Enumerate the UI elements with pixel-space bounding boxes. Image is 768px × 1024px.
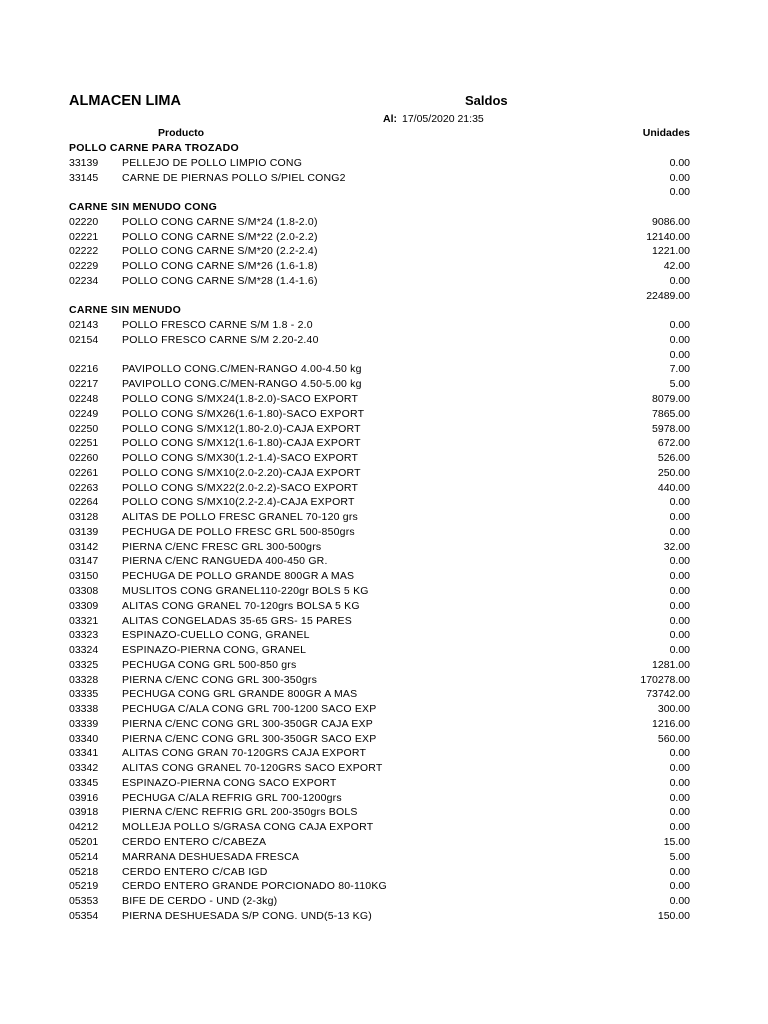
subtotal-row — [0, 185, 768, 200]
product-code: 03335 — [69, 688, 99, 701]
product-quantity: 7865.00 — [652, 407, 690, 420]
product-quantity: 300.00 — [657, 703, 690, 716]
product-code: 05219 — [69, 880, 99, 893]
product-code: 02221 — [69, 230, 99, 243]
product-quantity: 0.00 — [669, 821, 690, 834]
product-quantity: 0.00 — [669, 319, 690, 332]
product-description: MARRANA DESHUESADA FRESCA — [122, 850, 300, 863]
subtotal-quantity: 0.00 — [669, 186, 690, 199]
product-quantity: 1281.00 — [652, 658, 690, 671]
product-description: POLLO CONG S/MX10(2.0-2.20)-CAJA EXPORT — [122, 466, 361, 479]
product-description: ESPINAZO-CUELLO CONG, GRANEL — [122, 629, 310, 642]
product-description: POLLO CONG CARNE S/M*20 (2.2-2.4) — [122, 245, 318, 258]
product-code: 02251 — [69, 437, 99, 450]
product-code: 02217 — [69, 378, 99, 391]
product-quantity: 0.00 — [669, 629, 690, 642]
table-row — [0, 628, 768, 643]
product-description: POLLO CONG S/MX12(1.6-1.80)-CAJA EXPORT — [122, 437, 361, 450]
product-description: POLLO CONG CARNE S/M*26 (1.6-1.8) — [122, 260, 318, 273]
product-quantity: 440.00 — [657, 481, 690, 494]
group-name: CARNE SIN MENUDO — [69, 304, 182, 317]
product-code: 05353 — [69, 895, 99, 908]
product-description: BIFE DE CERDO - UND (2-3kg) — [122, 895, 278, 908]
product-description: PELLEJO DE POLLO LIMPIO CONG — [122, 156, 303, 169]
table-row — [0, 746, 768, 761]
product-description: PIERNA C/ENC CONG GRL 300-350GR CAJA EXP — [122, 717, 373, 730]
product-description: PIERNA C/ENC CONG GRL 300-350GR SACO EXP — [122, 732, 377, 745]
table-row — [0, 244, 768, 259]
product-quantity: 0.00 — [669, 776, 690, 789]
table-row — [0, 451, 768, 466]
date-label: Al: — [383, 113, 397, 125]
table-row — [0, 687, 768, 702]
table-row — [0, 820, 768, 835]
product-description: PECHUGA C/ALA CONG GRL 700-1200 SACO EXP — [122, 703, 377, 716]
subtotal-quantity: 0.00 — [669, 348, 690, 361]
product-code: 05201 — [69, 835, 99, 848]
product-description: ALITAS CONG GRANEL 70-120GRS SACO EXPORT — [122, 762, 383, 775]
table-row — [0, 436, 768, 451]
product-code: 03918 — [69, 806, 99, 819]
table-row — [0, 230, 768, 245]
product-code: 33145 — [69, 171, 99, 184]
product-code: 03308 — [69, 584, 99, 597]
product-code: 02216 — [69, 363, 99, 376]
table-row — [0, 791, 768, 806]
product-code: 05218 — [69, 865, 99, 878]
table-row — [0, 377, 768, 392]
product-description: POLLO CONG S/MX30(1.2-1.4)-SACO EXPORT — [122, 452, 359, 465]
product-quantity: 0.00 — [669, 555, 690, 568]
product-quantity: 1221.00 — [652, 245, 690, 258]
table-row — [0, 422, 768, 437]
table-row — [0, 599, 768, 614]
product-description: PECHUGA CONG GRL GRANDE 800GR A MAS — [122, 688, 358, 701]
product-quantity: 32.00 — [663, 540, 690, 553]
product-quantity: 0.00 — [669, 791, 690, 804]
table-row — [0, 259, 768, 274]
table-row — [0, 156, 768, 171]
table-row — [0, 274, 768, 289]
product-quantity: 0.00 — [669, 762, 690, 775]
product-code: 03341 — [69, 747, 99, 760]
table-row — [0, 407, 768, 422]
table-row — [0, 466, 768, 481]
product-description: ESPINAZO-PIERNA CONG SACO EXPORT — [122, 776, 337, 789]
product-description: PECHUGA CONG GRL 500-850 grs — [122, 658, 297, 671]
subtotal-row — [0, 348, 768, 363]
product-code: 03150 — [69, 570, 99, 583]
product-code: 02264 — [69, 496, 99, 509]
product-code: 03321 — [69, 614, 99, 627]
product-quantity: 12140.00 — [646, 230, 690, 243]
product-code: 03142 — [69, 540, 99, 553]
product-description: PAVIPOLLO CONG.C/MEN-RANGO 4.50-5.00 kg — [122, 378, 362, 391]
product-code: 04212 — [69, 821, 99, 834]
product-code: 03340 — [69, 732, 99, 745]
product-code: 03128 — [69, 511, 99, 524]
subtotal-quantity: 22489.00 — [646, 289, 690, 302]
column-header-unidades: Unidades — [642, 127, 690, 139]
table-row — [0, 362, 768, 377]
product-code: 03147 — [69, 555, 99, 568]
product-quantity: 0.00 — [669, 584, 690, 597]
product-code: 02222 — [69, 245, 99, 258]
product-code: 03339 — [69, 717, 99, 730]
product-quantity: 170278.00 — [640, 673, 690, 686]
table-row — [0, 584, 768, 599]
product-quantity: 0.00 — [669, 496, 690, 509]
table-row — [0, 879, 768, 894]
product-quantity: 0.00 — [669, 171, 690, 184]
table-row — [0, 850, 768, 865]
table-row — [0, 702, 768, 717]
product-description: POLLO CONG S/MX12(1.80-2.0)-CAJA EXPORT — [122, 422, 361, 435]
subtotal-row — [0, 289, 768, 304]
product-quantity: 1216.00 — [652, 717, 690, 730]
product-description: POLLO CONG S/MX24(1.8-2.0)-SACO EXPORT — [122, 393, 359, 406]
product-description: PIERNA C/ENC CONG GRL 300-350grs — [122, 673, 318, 686]
product-code: 03345 — [69, 776, 99, 789]
company-name: ALMACEN LIMA — [69, 93, 181, 109]
table-row — [0, 717, 768, 732]
product-description: POLLO CONG CARNE S/M*24 (1.8-2.0) — [122, 215, 318, 228]
product-quantity: 73742.00 — [646, 688, 690, 701]
product-quantity: 0.00 — [669, 880, 690, 893]
table-row — [0, 392, 768, 407]
table-row — [0, 569, 768, 584]
table-row — [0, 643, 768, 658]
date-value: 17/05/2020 21:35 — [402, 113, 484, 125]
table-row — [0, 673, 768, 688]
product-description: ESPINAZO-PIERNA CONG, GRANEL — [122, 644, 307, 657]
table-row — [0, 658, 768, 673]
product-description: PECHUGA DE POLLO GRANDE 800GR A MAS — [122, 570, 355, 583]
product-quantity: 5.00 — [669, 850, 690, 863]
product-code: 05354 — [69, 909, 99, 922]
report-title: Saldos — [465, 93, 508, 108]
product-description: PIERNA C/ENC RANGUEDA 400-450 GR. — [122, 555, 328, 568]
table-row — [0, 525, 768, 540]
table-row — [0, 215, 768, 230]
product-quantity: 0.00 — [669, 614, 690, 627]
product-code: 03324 — [69, 644, 99, 657]
group-name: CARNE SIN MENUDO CONG — [69, 201, 218, 214]
table-row — [0, 333, 768, 348]
table-row — [0, 171, 768, 186]
product-description: PAVIPOLLO CONG.C/MEN-RANGO 4.00-4.50 kg — [122, 363, 362, 376]
product-quantity: 0.00 — [669, 333, 690, 346]
product-quantity: 9086.00 — [652, 215, 690, 228]
product-quantity: 42.00 — [663, 260, 690, 273]
table-row — [0, 761, 768, 776]
product-code: 03342 — [69, 762, 99, 775]
product-quantity: 8079.00 — [652, 393, 690, 406]
product-code: 02250 — [69, 422, 99, 435]
product-description: ALITAS CONGELADAS 35-65 GRS- 15 PARES — [122, 614, 352, 627]
product-code: 02143 — [69, 319, 99, 332]
table-row — [0, 495, 768, 510]
product-code: 02234 — [69, 274, 99, 287]
product-description: MOLLEJA POLLO S/GRASA CONG CAJA EXPORT — [122, 821, 374, 834]
product-description: CARNE DE PIERNAS POLLO S/PIEL CONG2 — [122, 171, 346, 184]
product-quantity: 672.00 — [657, 437, 690, 450]
product-description: MUSLITOS CONG GRANEL110-220gr BOLS 5 KG — [122, 584, 369, 597]
product-quantity: 0.00 — [669, 895, 690, 908]
product-quantity: 0.00 — [669, 865, 690, 878]
product-description: POLLO CONG CARNE S/M*28 (1.4-1.6) — [122, 274, 318, 287]
product-quantity: 15.00 — [663, 835, 690, 848]
product-quantity: 560.00 — [657, 732, 690, 745]
group-name: POLLO CARNE PARA TROZADO — [69, 142, 239, 154]
product-code: 33139 — [69, 156, 99, 169]
product-code: 02260 — [69, 452, 99, 465]
product-description: PECHUGA C/ALA REFRIG GRL 700-1200grs — [122, 791, 342, 804]
table-row — [0, 510, 768, 525]
product-description: PIERNA C/ENC FRESC GRL 300-500grs — [122, 540, 322, 553]
product-description: CERDO ENTERO C/CAB IGD — [122, 865, 268, 878]
table-row — [0, 732, 768, 747]
table-row — [0, 909, 768, 924]
product-description: PIERNA C/ENC REFRIG GRL 200-350grs BOLS — [122, 806, 358, 819]
product-quantity: 150.00 — [657, 909, 690, 922]
product-quantity: 0.00 — [669, 599, 690, 612]
product-quantity: 250.00 — [657, 466, 690, 479]
product-description: POLLO FRESCO CARNE S/M 2.20-2.40 — [122, 333, 319, 346]
column-header-producto: Producto — [158, 127, 205, 139]
product-code: 02261 — [69, 466, 99, 479]
product-quantity: 0.00 — [669, 806, 690, 819]
table-row — [0, 805, 768, 820]
group-header-row — [0, 141, 768, 156]
product-quantity: 0.00 — [669, 511, 690, 524]
product-code: 03916 — [69, 791, 99, 804]
product-quantity: 0.00 — [669, 644, 690, 657]
product-description: ALITAS CONG GRAN 70-120GRS CAJA EXPORT — [122, 747, 367, 760]
product-quantity: 5.00 — [669, 378, 690, 391]
product-quantity: 0.00 — [669, 525, 690, 538]
table-row — [0, 776, 768, 791]
product-code: 03338 — [69, 703, 99, 716]
product-description: POLLO CONG S/MX22(2.0-2.2)-SACO EXPORT — [122, 481, 359, 494]
product-description: PIERNA DESHUESADA S/P CONG. UND(5-13 KG) — [122, 909, 372, 922]
table-row — [0, 554, 768, 569]
product-code: 02154 — [69, 333, 99, 346]
product-description: CERDO ENTERO C/CABEZA — [122, 835, 267, 848]
inventory-table — [0, 141, 768, 924]
table-row — [0, 318, 768, 333]
group-header-row — [0, 200, 768, 215]
table-row — [0, 835, 768, 850]
product-description: PECHUGA DE POLLO FRESC GRL 500-850grs — [122, 525, 355, 538]
product-code: 02263 — [69, 481, 99, 494]
product-code: 03139 — [69, 525, 99, 538]
product-code: 02220 — [69, 215, 99, 228]
product-code: 03323 — [69, 629, 99, 642]
product-quantity: 0.00 — [669, 747, 690, 760]
product-quantity: 0.00 — [669, 570, 690, 583]
product-quantity: 0.00 — [669, 274, 690, 287]
product-code: 03328 — [69, 673, 99, 686]
product-description: POLLO CONG CARNE S/M*22 (2.0-2.2) — [122, 230, 318, 243]
product-quantity: 5978.00 — [652, 422, 690, 435]
product-code: 02229 — [69, 260, 99, 273]
table-row — [0, 894, 768, 909]
product-description: ALITAS CONG GRANEL 70-120grs BOLSA 5 KG — [122, 599, 360, 612]
product-description: POLLO CONG S/MX26(1.6-1.80)-SACO EXPORT — [122, 407, 365, 420]
product-code: 02249 — [69, 407, 99, 420]
table-row — [0, 865, 768, 880]
product-quantity: 0.00 — [669, 156, 690, 169]
product-description: CERDO ENTERO GRANDE PORCIONADO 80-110KG — [122, 880, 387, 893]
group-header-row — [0, 303, 768, 318]
product-description: ALITAS DE POLLO FRESC GRANEL 70-120 grs — [122, 511, 358, 524]
product-code: 03309 — [69, 599, 99, 612]
product-description: POLLO FRESCO CARNE S/M 1.8 - 2.0 — [122, 319, 313, 332]
product-quantity: 526.00 — [657, 452, 690, 465]
product-code: 05214 — [69, 850, 99, 863]
product-description: POLLO CONG S/MX10(2.2-2.4)-CAJA EXPORT — [122, 496, 355, 509]
table-row — [0, 614, 768, 629]
table-row — [0, 481, 768, 496]
product-quantity: 7.00 — [669, 363, 690, 376]
table-row — [0, 540, 768, 555]
product-code: 02248 — [69, 393, 99, 406]
product-code: 03325 — [69, 658, 99, 671]
